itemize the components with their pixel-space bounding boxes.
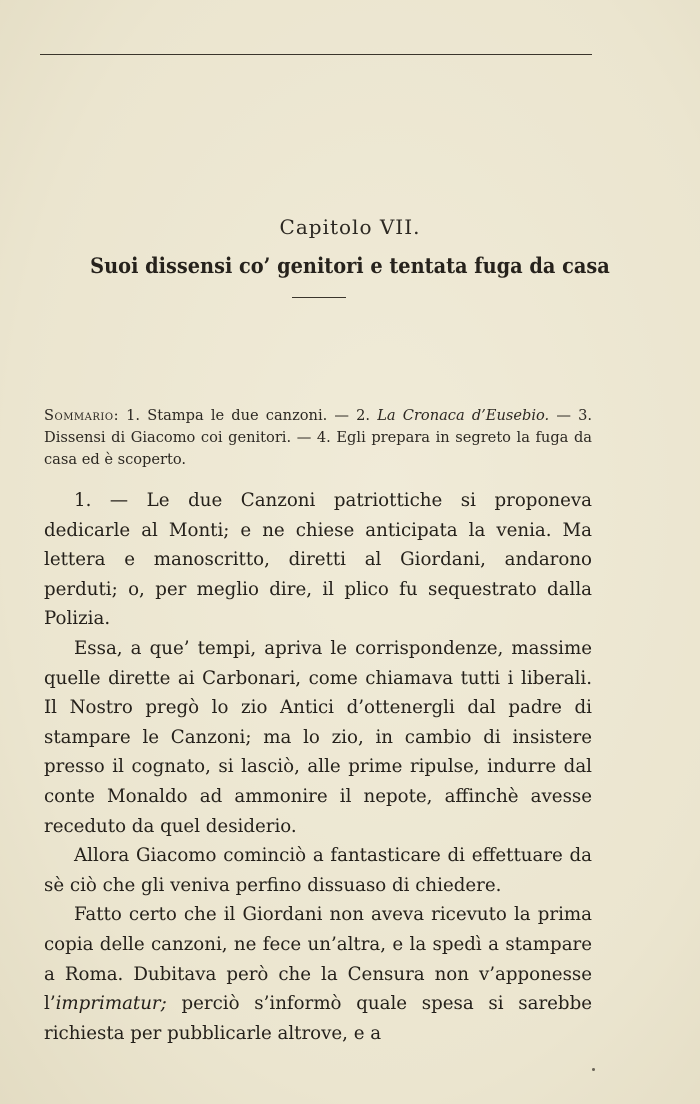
- chapter-summary: [44, 405, 592, 471]
- paragraph-4: [44, 900, 592, 1048]
- summary-text-1: 1. Stampa le due canzoni. — 2.: [119, 407, 378, 424]
- title-divider: [292, 297, 346, 298]
- paragraph-4-text-a: Fatto certo che il Giordani non aveva ricevuto la prima copia delle canzoni, ne fece un’altra, e la spedì a stampare a Roma. Dubitava però che la Censura non v’apponesse l’: [44, 904, 592, 1015]
- summary-italic-title: La Cronaca d’Eusebio.: [377, 407, 550, 424]
- paragraph-2: Essa, a que’ tempi, apriva le corrispondenze, massime quelle dirette ai Carbonari, come chiamava tutti i liberali. Il Nostro pregò lo zio Antici d’ottenergli dal padre di stampare le Canzoni; ma lo zio, in cambio di insistere presso il cognato, si lasciò, alle prime ripulse, indurre dal conte Monaldo ad ammonire il nepote, affinchè avesse receduto da quel desiderio.: [44, 637, 592, 837]
- chapter-number: Capitolo VII.: [279, 215, 421, 239]
- page-speck: [592, 1068, 595, 1071]
- paragraph-4-text-b: perciò s’informò quale spesa si sarebbe richiesta per pubblicarle altrove, e a: [44, 993, 592, 1044]
- imprimatur-italic: imprimatur;: [55, 993, 167, 1015]
- summary-text-2: — 3. Dissensi di Giacomo coi genitori. — 4. Egli prepara in segreto la fuga da casa ed è scoperto.: [44, 407, 592, 468]
- header-rule: [40, 54, 592, 55]
- summary-label: Sommario:: [44, 407, 119, 424]
- paragraph-3: Allora Giacomo cominciò a fantasticare di effettuare da sè ciò che gli veniva perfino dissuaso di chiedere.: [44, 845, 592, 896]
- body-text: [44, 486, 592, 1048]
- paragraph-1: 1. — Le due Canzoni patriottiche si proponeva dedicarle al Monti; e ne chiese anticipata la venia. Ma lettera e manoscritto, diretti al Giordani, andarono perduti; o, per meglio dire, il plico fu sequestrato dalla Polizia.: [44, 490, 592, 630]
- chapter-title: Suoi dissensi co’ genitori e tentata fuga da casa: [90, 253, 610, 278]
